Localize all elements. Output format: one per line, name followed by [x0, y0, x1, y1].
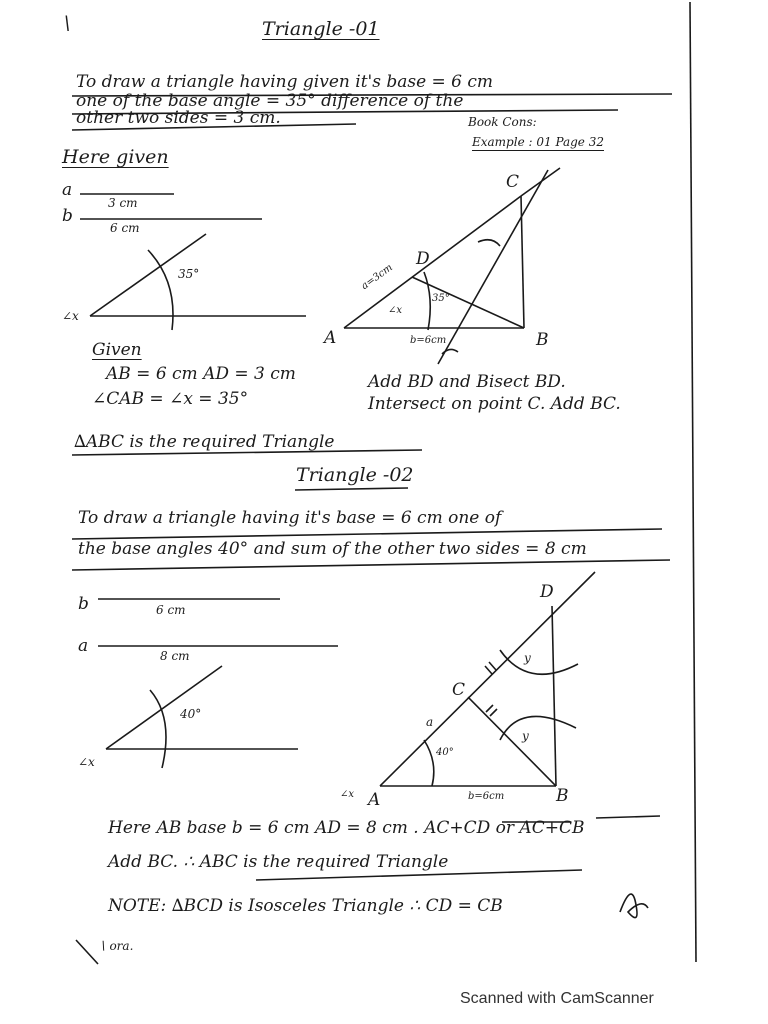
p1-line-2: one of the base angle = 35° difference of the: [76, 91, 464, 111]
fig2-label-A: A: [368, 790, 381, 810]
p1-conclusion: ∆ABC is the required Triangle: [74, 432, 335, 452]
p2-title: Triangle -02: [296, 464, 414, 486]
p2-seg-a-length: 8 cm: [160, 649, 190, 663]
underline-p2-1: [72, 529, 662, 539]
fig2-tick2: [489, 662, 496, 670]
p1-angle-value: 35°: [178, 267, 200, 281]
p1-seg-a-length: 3 cm: [108, 196, 138, 210]
fig2-arc-d: [500, 650, 578, 674]
p2-result-line-1: Here AB base b = 6 cm AD = 8 cm . AC+CD or AC+CB: [108, 818, 585, 838]
p1-seg-b-letter: b: [62, 206, 73, 226]
fig1-label-B: B: [536, 330, 549, 350]
fig1-side-b: b=6cm: [410, 335, 447, 346]
p2-note: NOTE: ∆BCD is Isosceles Triangle ∴ CD = CB: [108, 896, 503, 916]
fig2-label-C: C: [452, 680, 466, 700]
fig2-side-b: b=6cm: [468, 791, 505, 802]
p1-seg-a-letter: a: [62, 180, 73, 200]
fig2-angle-x: ∠x: [340, 789, 355, 800]
fig2-tick1: [485, 666, 492, 674]
fig2-label-B: B: [556, 786, 569, 806]
book-ref-2: Example : 01 Page 32: [472, 135, 604, 149]
p2-angle-value: 40°: [180, 707, 202, 721]
fig1-label-D: D: [416, 249, 430, 269]
p1-line-1: To draw a triangle having given it's base = 6 cm: [76, 72, 494, 92]
corner-mark: \: [64, 12, 71, 34]
margin-line: [690, 2, 696, 962]
p1-step-1: Add BD and Bisect BD.: [368, 372, 566, 392]
book-ref-1: Book Cons:: [468, 115, 537, 129]
fig2-arc-a: [424, 740, 434, 786]
fig2-label-D: D: [540, 582, 554, 602]
p2-seg-b-length: 6 cm: [156, 603, 186, 617]
fig2-AD: [380, 572, 595, 786]
end-mark: [76, 940, 98, 964]
given-line-1: AB = 6 cm AD = 3 cm: [106, 364, 296, 384]
angle40-arm: [106, 666, 222, 749]
p1-step-2: Intersect on point C. Add BC.: [368, 394, 621, 414]
fig2-BD: [552, 606, 556, 786]
p2-line-1: To draw a triangle having it's base = 6 cm one of: [78, 508, 502, 528]
p1-angle-vertex: ∠x: [62, 309, 79, 323]
angle35-arc: [148, 250, 173, 330]
angle40-arc: [150, 690, 166, 768]
fig2-angle-40: 40°: [436, 747, 454, 758]
fig1-label-A: A: [324, 328, 337, 348]
fig1-arc-b1: [478, 240, 500, 246]
p2-result-line-2: Add BC. ∴ ABC is the required Triangle: [108, 852, 449, 872]
p2-angle-vertex: ∠x: [78, 755, 95, 769]
fig1-angle-x: ∠x: [388, 305, 403, 316]
fig2-angle-y1: y: [524, 651, 531, 665]
given-line-2: ∠CAB = ∠x = 35°: [92, 389, 249, 409]
p2-line-2: the base angles 40° and sum of the other two sides = 8 cm: [78, 539, 587, 559]
fig2-arc-c: [500, 716, 576, 743]
p1-line-3: other two sides = 3 cm.: [76, 108, 281, 128]
underline-p2-2: [72, 560, 670, 570]
underline-ac-cb: [596, 816, 660, 818]
fig1-AC: [344, 196, 521, 328]
fig1-label-C: C: [506, 172, 520, 192]
scanner-watermark: Scanned with CamScanner: [460, 990, 654, 1007]
fig1-ray: [521, 168, 560, 196]
page-title: Triangle -01: [262, 18, 380, 40]
fig1-side-a: a=3cm: [359, 262, 395, 293]
fig2-angle-y2: y: [522, 729, 529, 743]
fig2-tick4: [490, 709, 497, 716]
signature-scribble: [620, 894, 648, 918]
p2-end-mark: ∖ ora.: [98, 939, 134, 953]
p2-seg-b-letter: b: [78, 594, 89, 614]
here-given: Here given: [62, 146, 169, 168]
p1-seg-b-length: 6 cm: [110, 221, 140, 235]
underline-title2: [295, 488, 408, 490]
fig1-angle-35: 35°: [432, 293, 450, 304]
p2-seg-a-letter: a: [78, 636, 89, 656]
given-heading: Given: [92, 340, 142, 360]
fig2-CB: [468, 697, 556, 786]
fig2-side-a: a: [426, 715, 434, 729]
fig1-arc-a: [424, 272, 430, 330]
fig1-bisector: [438, 170, 548, 364]
fig2-tick3: [486, 705, 493, 712]
